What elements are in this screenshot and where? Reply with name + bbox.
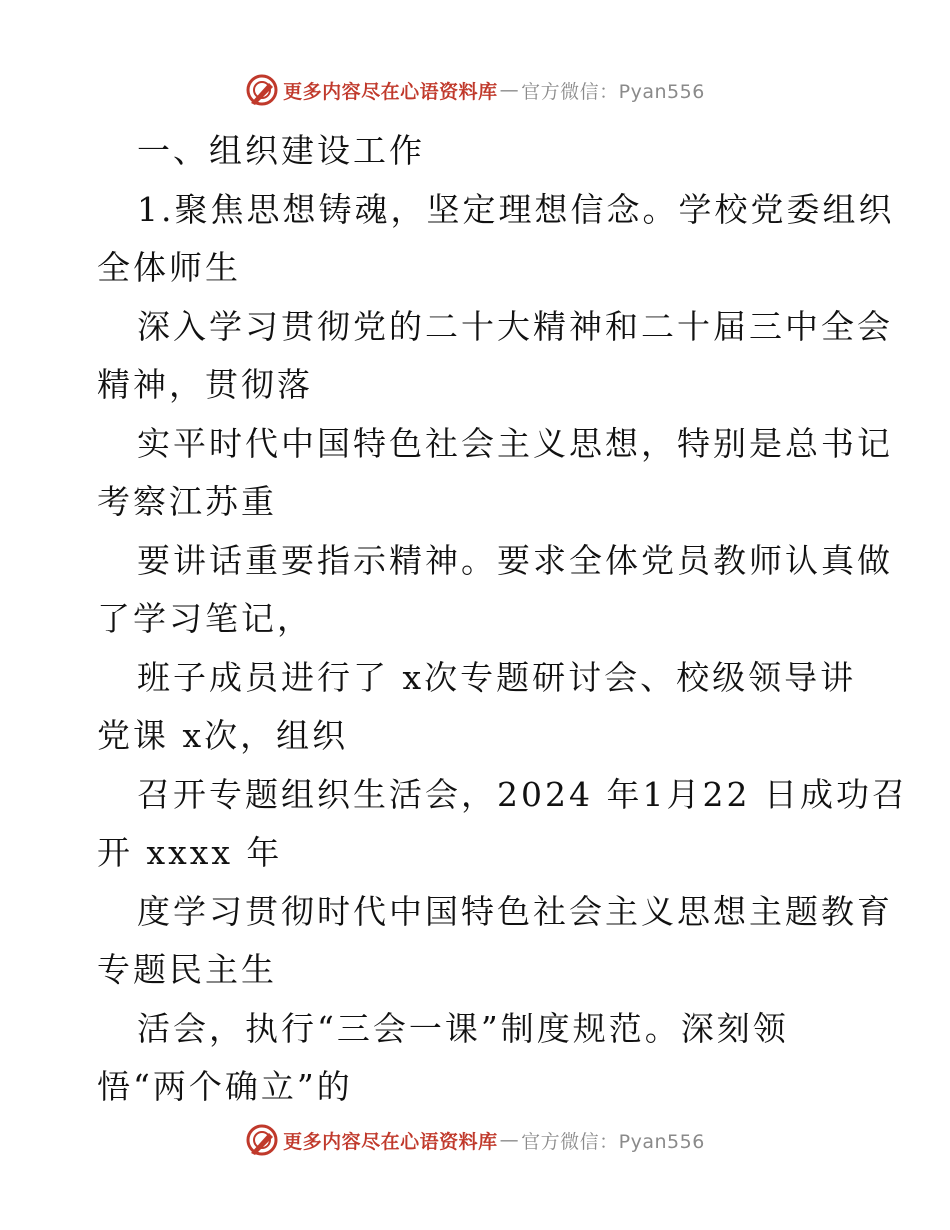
paragraph-line: 班子成员进行了 x次专题研讨会、校级领导讲 xyxy=(137,657,857,697)
watermark-footer xyxy=(0,1118,950,1162)
seal-pen-icon xyxy=(245,73,279,107)
paragraph-line: 活会，执行“三会一课”制度规范。深刻领 xyxy=(137,1008,789,1048)
watermark-brand-text: 更多内容尽在心语资料库 xyxy=(283,1130,498,1153)
paragraph-line: 要讲话重要指示精神。要求全体党员教师认真做 xyxy=(137,540,893,580)
paragraph-line: 开 xxxx 年 xyxy=(97,833,283,872)
paragraph-line: 度学习贯彻时代中国特色社会主义思想主题教育 xyxy=(137,891,893,931)
paragraph-line: 精神，贯彻落 xyxy=(97,365,313,404)
paragraph-line: 悟“两个确立”的 xyxy=(97,1067,353,1106)
watermark-wechat-text: 官方微信：Pyan556 xyxy=(521,80,705,103)
paragraph-line: 全体师生 xyxy=(97,248,241,287)
paragraph-line: 专题民主生 xyxy=(97,950,277,989)
watermark-brand-text: 更多内容尽在心语资料库 xyxy=(283,80,498,103)
paragraph-line: 1.聚焦思想铸魂，坚定理想信念。学校党委组织 xyxy=(137,189,895,229)
section-heading: 一、组织建设工作 xyxy=(137,131,425,170)
paragraph-line: 了学习笔记， xyxy=(97,599,313,638)
paragraph-line: 考察江苏重 xyxy=(97,482,277,521)
paragraph-line: 党课 x次，组织 xyxy=(97,716,349,755)
watermark-dash: — xyxy=(499,79,520,101)
seal-pen-icon xyxy=(245,1123,279,1157)
document-body xyxy=(97,122,908,1117)
paragraph-line: 深入学习贯彻党的二十大精神和二十届三中全会 xyxy=(137,306,893,346)
watermark-wechat-text: 官方微信：Pyan556 xyxy=(521,1130,705,1153)
paragraph-line: 实平时代中国特色社会主义思想，特别是总书记 xyxy=(137,423,893,463)
watermark-dash: — xyxy=(499,1129,520,1151)
watermark-header xyxy=(0,68,950,112)
paragraph-line: 召开专题组织生活会，2024 年1月22 日成功召 xyxy=(137,774,908,814)
